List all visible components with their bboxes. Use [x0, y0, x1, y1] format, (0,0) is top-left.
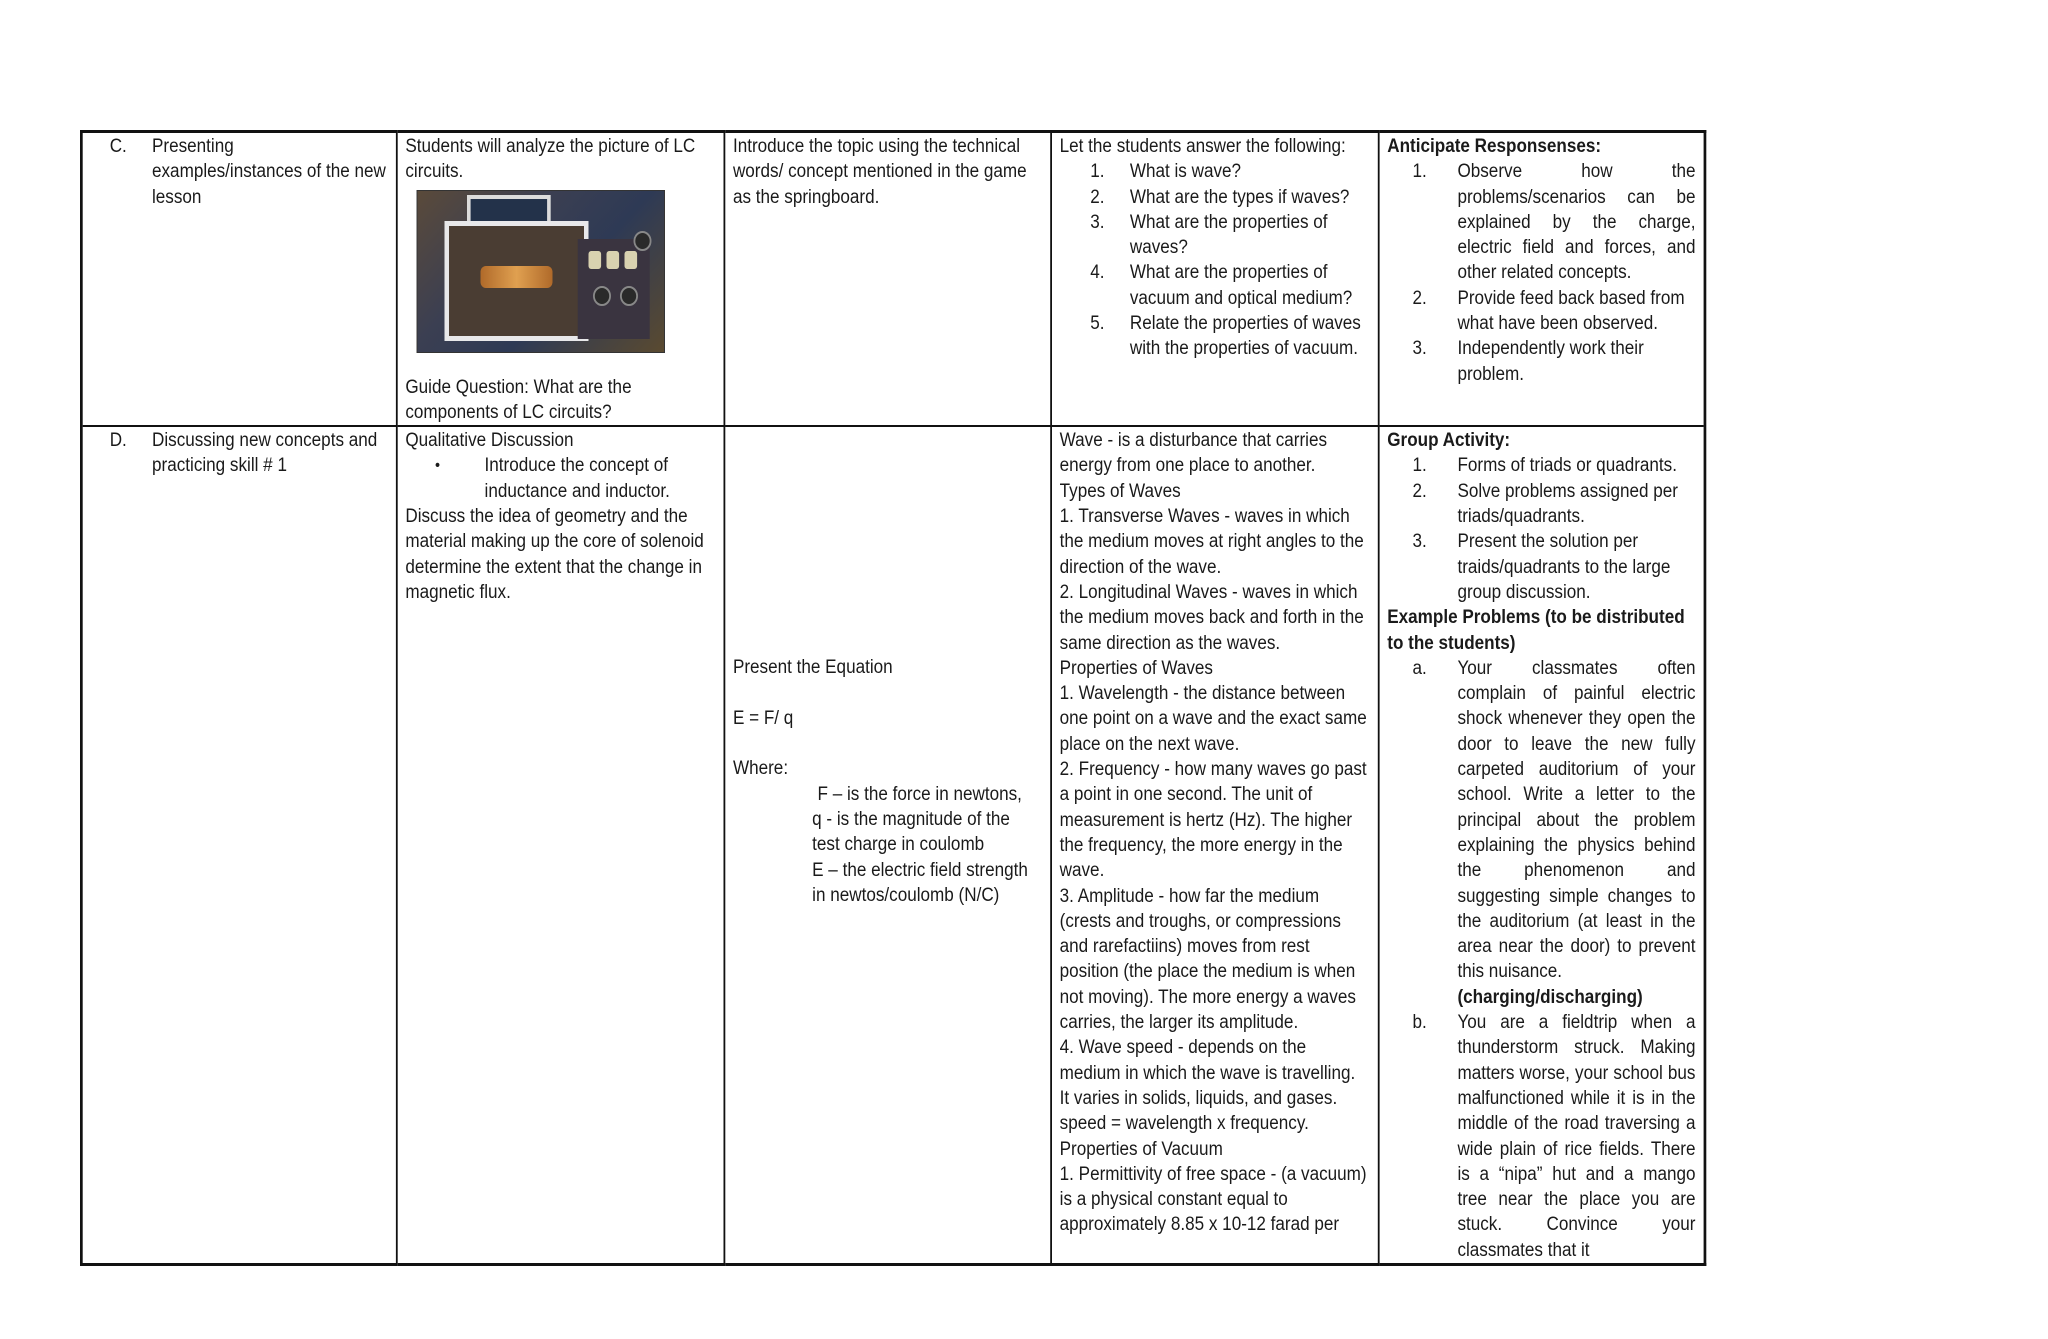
list-item: 3. Present the solution per traids/quadrants to the large group discussion.	[1412, 531, 1671, 603]
springboard-text: Introduce the topic using the technical words/ concept mentioned in the game as the springboard.	[732, 136, 1027, 208]
group-activity-heading: Group Activity:	[1387, 430, 1511, 452]
activity-cell-c	[396, 132, 724, 427]
responses-cell-c	[1378, 132, 1705, 427]
concept-bullets	[405, 453, 715, 504]
lc-intro-text: Students will analyze the picture of LC circuits.	[405, 136, 696, 183]
wave-text-line: Wave - is a disturbance that carries energy from one place to another.	[1059, 430, 1328, 477]
list-item: 1. Observe how the problems/scenarios can be explained by the charge, electric field and forces, and other related concepts.	[1412, 161, 1696, 284]
response-list	[1387, 159, 1695, 387]
waves-cell-d	[1051, 426, 1379, 1264]
present-equation-label: Present the Equation	[732, 657, 893, 679]
part-letter-c: C.	[109, 136, 127, 157]
definition-item: E – the electric field strength in newtos/coulomb (N/C)	[812, 859, 1028, 906]
list-item: 1. What is wave?	[1090, 161, 1242, 183]
group-activity-list	[1387, 453, 1695, 605]
list-item: 2. Provide feed back based from what have been observed.	[1412, 287, 1685, 335]
question-list	[1060, 159, 1370, 361]
wave-text-line: 1. Wavelength - the distance between one point on a wave and the exact same place on the next wave.	[1059, 683, 1367, 755]
equation: E = F/ q	[732, 707, 794, 729]
table-row-c	[81, 132, 1705, 427]
list-item: 5. Relate the properties of waves with the properties of vacuum.	[1090, 313, 1361, 360]
list-item: a. Your classmates often complain of painful electric shock whenever they open the door to leave the new fully carpeted auditorium of your school. Write a letter to the principal about the problem explaining the physics behind the phenomenon and suggesting simple changes to the auditorium (at least in the area near the door) to prevent this nuisance. (charging/discharging)	[1412, 657, 1696, 1008]
list-item: 3. Independently work their problem.	[1412, 338, 1644, 385]
part-letter-d: D.	[109, 430, 127, 452]
part-title-d: Discussing new concepts and practicing skill # 1	[152, 430, 378, 477]
list-item: 3. What are the properties of waves?	[1090, 211, 1328, 259]
lesson-plan-table	[80, 130, 1706, 1266]
questions-intro: Let the students answer the following:	[1059, 136, 1346, 157]
solenoid-paragraph: Discuss the idea of geometry and the material making up the core of solenoid determine the extent that the change in magnetic flux.	[405, 506, 704, 603]
equation-cell-d	[724, 426, 1051, 1264]
questions-cell-c	[1051, 132, 1379, 427]
list-item: • Introduce the concept of inductance and inductor.	[405, 453, 715, 504]
bullet-icon: •	[435, 457, 441, 475]
list-item: 2. Solve problems assigned per triads/quadrants.	[1412, 480, 1678, 528]
lc-circuit-photo	[416, 190, 664, 353]
part-title-c: Presenting examples/instances of the new lesson	[152, 136, 386, 208]
list-item: b. You are a fieldtrip when a thunderstorm struck. Making matters worse, your school bus malfunctioned while it is in the middle of the road traversing a wide plain of rice fields. There is a “nipa” hut and a mango tree near the place you are stuck. Convince your classmates that it	[1412, 1012, 1696, 1261]
list-item: 1. Forms of triads or quadrants.	[1412, 455, 1677, 477]
part-cell-d	[81, 426, 396, 1264]
springboard-cell-c	[724, 132, 1051, 427]
wave-text-line: Properties of Waves	[1059, 657, 1213, 679]
list-item: 2. What are the types if waves?	[1090, 186, 1350, 208]
responses-heading: Anticipate Responsenses:	[1387, 136, 1602, 157]
wave-text-line: 2. Frequency - how many waves go past a point in one second. The unit of measurement is hertz (Hz). The higher the frequency, the more energy in the wave.	[1059, 759, 1367, 882]
qualitative-heading: Qualitative Discussion	[405, 430, 574, 452]
definition-item: F – is the force in newtons,	[817, 783, 1022, 805]
table-row-d	[81, 426, 1705, 1264]
equation-definitions	[733, 782, 1042, 908]
list-item: 4. What are the properties of vacuum and optical medium?	[1090, 262, 1353, 309]
wave-text-line: 2. Longitudinal Waves - waves in which the medium moves back and forth in the same direction as the waves.	[1059, 581, 1364, 654]
wave-text-line: Properties of Vacuum	[1059, 1138, 1223, 1160]
example-tag: (charging/discharging)	[1457, 986, 1643, 1008]
example-problem-list	[1387, 656, 1695, 1263]
activity-cell-d	[396, 426, 724, 1264]
wave-text-line: 1. Permittivity of free space - (a vacuum) is a physical constant equal to approximately 8.85 x 10-12 farad per	[1059, 1163, 1367, 1236]
where-label: Where:	[732, 758, 789, 780]
wave-text-line: 3. Amplitude - how far the medium (crests and troughs, or compressions and rarefactiins) moves from rest position (the place the medium is when not moving). The more energy a waves carries, the larger its amplitude.	[1059, 885, 1356, 1034]
wave-text-line: 1. Transverse Waves - waves in which the medium moves at right angles to the direction of the wave.	[1059, 506, 1364, 578]
guide-question: Guide Question: What are the components of LC circuits?	[405, 376, 632, 423]
definition-item: q - is the magnitude of the test charge in coulomb	[812, 808, 1010, 856]
wave-text-line: 4. Wave speed - depends on the medium in which the wave is travelling. It varies in solids, liquids, and gases. speed = wavelength x frequency.	[1059, 1037, 1356, 1135]
part-cell-c	[81, 132, 396, 427]
wave-text-line: Types of Waves	[1059, 480, 1181, 502]
example-problems-heading: Example Problems (to be distributed to the students)	[1387, 607, 1685, 654]
group-activity-cell-d	[1378, 426, 1705, 1264]
